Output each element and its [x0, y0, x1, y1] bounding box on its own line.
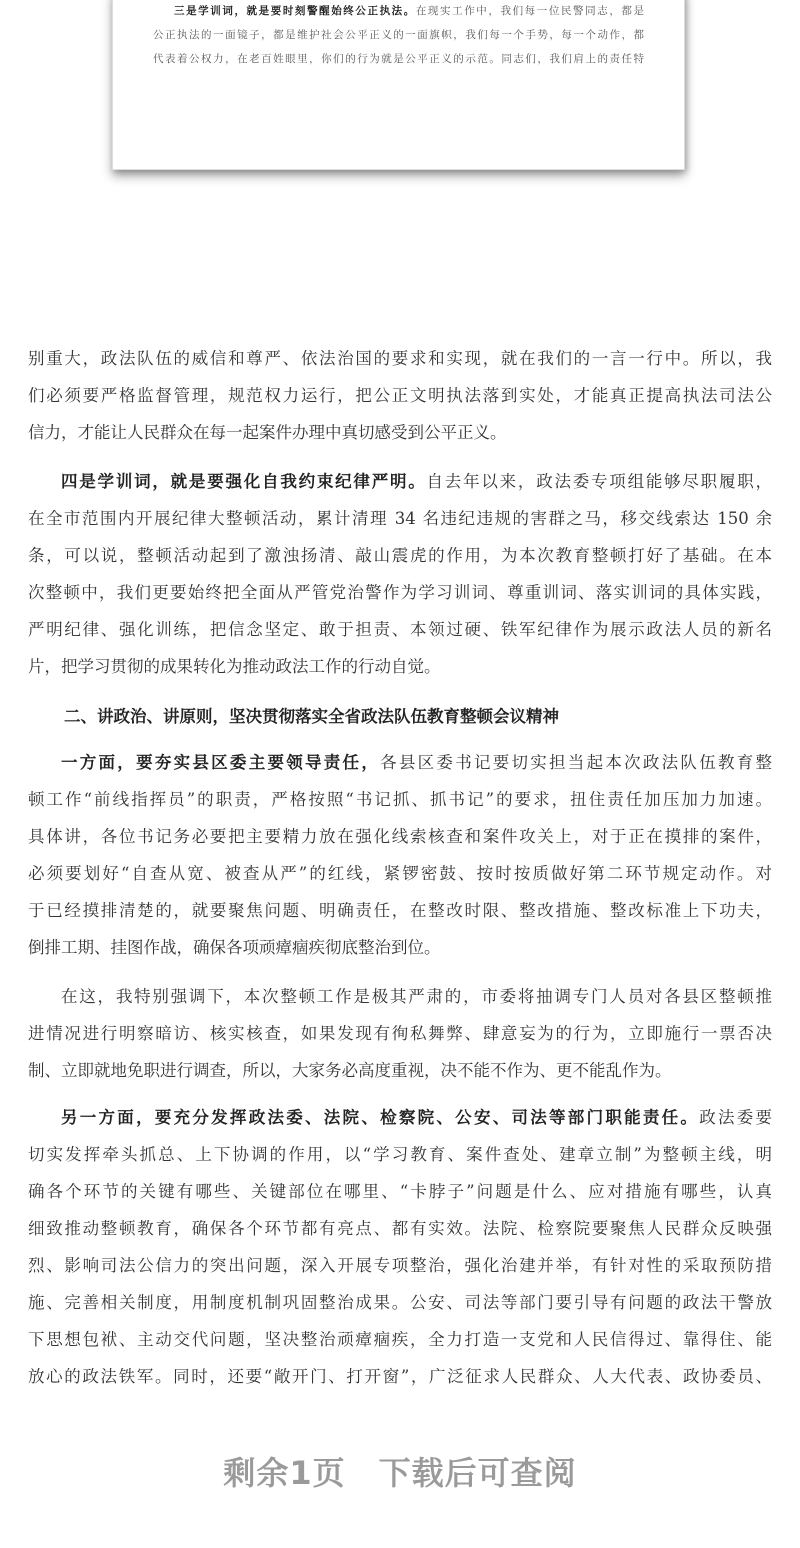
text-span: 在全市范围内开展纪律大整顿活动，累计清理 34 名违纪违规的害群之马，移交线索达 150 余	[28, 509, 772, 528]
text-line	[28, 978, 772, 1015]
bold-lead: 一方面，要夯实县区委主要领导责任，	[61, 753, 381, 772]
text-line	[28, 929, 772, 966]
text-line	[28, 781, 772, 818]
section-heading: 二、讲政治、讲原则，坚决贯彻落实全省政法队伍教育整顿会议精神	[64, 707, 559, 726]
text-span: 在现实工作中，我们每一位民警同志，都是	[415, 5, 645, 17]
text-span: 条，可以说，整顿活动起到了激浊扬清、敲山震虎的作用，为本次教育整顿打好了基础。在本	[28, 546, 772, 565]
text-span: 自去年以来，政法委专项组能够尽职履职，	[426, 472, 773, 491]
text-span: 别重大，政法队伍的威信和尊严、依法治国的要求和实现，就在我们的一言一行中。所以，我	[28, 349, 772, 368]
text-span: 切实发挥牵头抓总、上下协调的作用，以“学习教育、案件查处、建章立制”为整顿主线，明	[28, 1145, 772, 1164]
text-span: 代表着公权力，在老百姓眼里，你们的行为就是公平正义的示范。同志们，我们肩上的责任特	[153, 53, 644, 65]
text-line	[28, 1173, 772, 1210]
text-line	[28, 818, 772, 855]
text-line	[28, 1210, 772, 1247]
text-line	[28, 855, 772, 892]
text-line	[28, 340, 772, 377]
text-span: 进情况进行明察暗访、核实核查，如果发现有徇私舞弊、肆意妄为的行为，立即施行一票否决	[28, 1024, 772, 1043]
bold-lead: 另一方面，要充分发挥政法委、法院、检察院、公安、司法等部门职能责任。	[61, 1108, 700, 1127]
text-span: 们必须要严格监督管理，规范权力运行，把公正文明执法落到实处，才能真正提高执法司法公	[28, 386, 772, 405]
text-span: 片，把学习贯彻的成果转化为推动政法工作的行动自觉。	[28, 657, 441, 676]
text-line	[28, 744, 772, 781]
text-line	[28, 1321, 772, 1358]
text-span: 确各个环节的关键有哪些、关键部位在哪里、“卡脖子”问题是什么、应对措施有哪些，认真	[28, 1182, 772, 1201]
bold-lead: 四是学训词，就是要强化自我约束纪律严明。	[61, 472, 427, 491]
text-span: 严明纪律、强化训练，把信念坚定、敢于担责、本领过硬、铁军纪律作为展示政法人员的新名	[28, 620, 772, 639]
text-line	[153, 47, 644, 71]
text-span: 顿工作“前线指挥员”的职责，严格按照“书记抓、抓书记”的要求，扭住责任加压加力加速。	[28, 790, 772, 809]
text-span: 放心的政法铁军。同时，还要“敞开门、打开窗”，广泛征求人民群众、人大代表、政协委员、	[28, 1367, 772, 1386]
text-span: 烈、影响司法公信力的突出问题，深入开展专项整治，强化治建并举，有针对性的采取预防措	[28, 1256, 772, 1275]
text-line	[28, 1284, 772, 1321]
text-span: 在这，我特别强调下，本次整顿工作是极其严肃的，市委将抽调专门人员对各县区整顿推	[61, 987, 772, 1006]
text-line	[153, 0, 644, 23]
paragraph	[28, 978, 772, 1089]
text-span: 施、完善相关制度，用制度机制巩固整治成果。公安、司法等部门要引导有问题的政法干警放	[28, 1293, 772, 1312]
page-preview-card	[112, 0, 685, 170]
text-span: 倒排工期、挂图作战，确保各项顽瘴痼疾彻底整治到位。	[28, 938, 441, 957]
text-line	[28, 574, 772, 611]
paragraph	[28, 463, 772, 685]
text-span: 于已经摸排清楚的，就要聚焦问题、明确责任，在整改时限、整改措施、整改标准上下功夫，	[28, 901, 772, 920]
text-line	[28, 414, 772, 451]
text-line	[28, 500, 772, 537]
text-line	[28, 611, 772, 648]
text-line	[28, 463, 772, 500]
text-span: 各县区委书记要切实担当起本次政法队伍教育整	[380, 753, 773, 772]
text-span: 次整顿中，我们更要始终把全面从严管党治警作为学习训词、尊重训词、落实训词的具体实践，	[28, 583, 772, 602]
text-line	[28, 537, 772, 574]
text-span: 细致推动整顿教育，确保各个环节都有亮点、都有实效。法院、检察院要聚焦人民群众反映强	[28, 1219, 772, 1238]
text-span: 下思想包袱、主动交代问题，坚决整治顽瘴痼疾，全力打造一支党和人民信得过、靠得住、能	[28, 1330, 772, 1349]
text-line	[153, 23, 644, 47]
text-line	[28, 1015, 772, 1052]
text-span: 政法委要	[699, 1108, 773, 1127]
text-span: 具体讲，各位书记务必要把主要精力放在强化线索核查和案件攻关上，对于正在摸排的案件，	[28, 827, 772, 846]
text-span: 制、立即就地免职进行调查，所以，大家务必高度重视，决不能不作为、更不能乱作为。	[28, 1061, 672, 1080]
paragraph	[28, 340, 772, 451]
text-line	[28, 1358, 772, 1395]
text-line	[28, 377, 772, 414]
card-text	[153, 0, 644, 71]
text-span: 必须要划好“自查从宽、被查从严”的红线，紧锣密鼓、按时按质做好第二环节规定动作。对	[28, 864, 772, 883]
text-line	[28, 892, 772, 929]
paragraph	[28, 744, 772, 966]
text-span: 公正执法的一面镜子，都是维护社会公平正义的一面旗帜，我们每一个手势，每一个动作，都	[153, 29, 644, 41]
text-line	[28, 648, 772, 685]
text-line	[28, 1136, 772, 1173]
text-line	[28, 1247, 772, 1284]
paragraph	[28, 1099, 772, 1395]
download-to-read-more-button[interactable]: 剩余1页 下载后可查阅	[223, 1454, 577, 1492]
text-line	[28, 1052, 772, 1089]
text-line	[28, 1099, 772, 1136]
text-span: 信力，才能让人民群众在每一起案件办理中真切感受到公平正义。	[28, 423, 507, 442]
bold-lead: 三是学训词，就是要时刻警醒始终公正执法。	[174, 5, 416, 17]
